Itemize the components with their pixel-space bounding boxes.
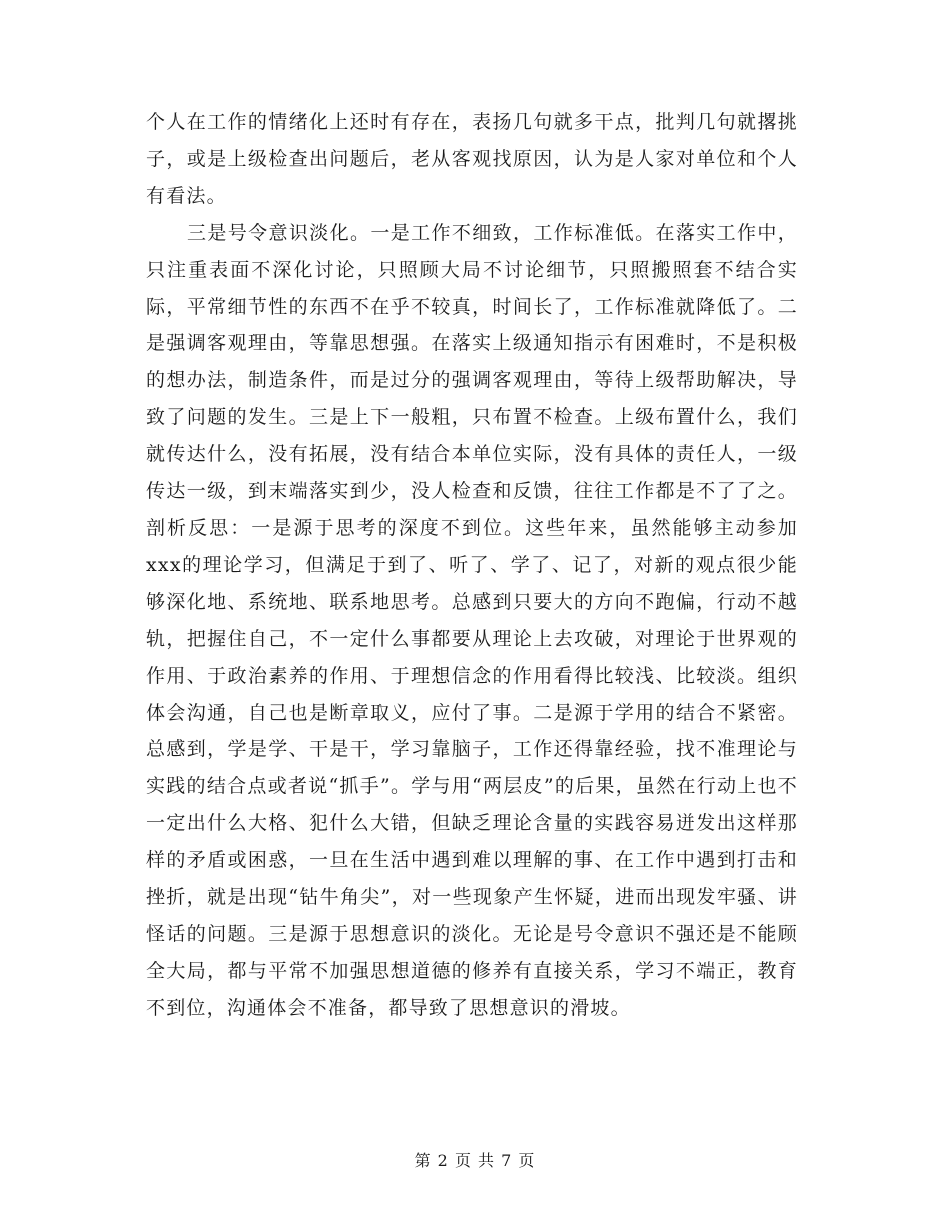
page-footer [0,1148,950,1171]
paragraph-continuation: 个人在工作的情绪化上还时有存在，表扬几句就多干点，批判几句就撂挑子，或是上级检查出问题后，老从客观找原因，认为是人家对单位和个人有看法。 [146,111,798,207]
page-number: 第 2 页 共 7 页 [414,1151,536,1170]
paragraph-order-awareness: 三是号令意识淡化。一是工作不细致，工作标准低。在落实工作中，只注重表面不深化讨论，只照顾大局不讨论细节，只照搬照套不结合实际，平常细节性的东西不在乎不较真，时间长了，工作标准就降低了。二是强调客观理由，等靠思想强。在落实上级通知指示有困难时，不是积极的想办法，制造条件，而是过分的强调客观理由，等待上级帮助解决，导致了问题的发生。三是上下一般粗，只布置不检查。上级布置什么，我们就传达什么，没有拓展，没有结合本单位实际，没有具体的责任人，一级传达一级，到末端落实到少，没人检查和反馈，往往工作都是不了了之。剖析反思：一是源于思考的深度不到位。这些年来，虽然能够主动参加xxx的理论学习，但满足于到了、听了、学了、记了，对新的观点很少能够深化地、系统地、联系地思考。总感到只要大的方向不跑偏，行动不越轨，把握住自己，不一定什么事都要从理论上去攻破，对理论于世界观的作用、于政治素养的作用、于理想信念的作用看得比较浅、比较淡。组织体会沟通，自己也是断章取义，应付了事。二是源于学用的结合不紧密。总感到，学是学、干是干，学习靠脑子，工作还得靠经验，找不准理论与实践的结合点或者说“抓手”。学与用“两层皮”的后果，虽然在行动上也不一定出什么大格、犯什么大错，但缺乏理论含量的实践容易迸发出这样那样的矛盾或困惑，一旦在生活中遇到难以理解的事、在工作中遇到打击和挫折，就是出现“钻牛角尖”，对一些现象产生怀疑，进而出现发牢骚、讲怪话的问题。三是源于思想意识的淡化。无论是号令意识不强还是不能顾全大局，都与平常不加强思想道德的修养有直接关系，学习不端正，教育不到位，沟通体会不准备，都导致了思想意识的滑坡。 [146,221,798,1019]
document-body [146,104,798,1027]
